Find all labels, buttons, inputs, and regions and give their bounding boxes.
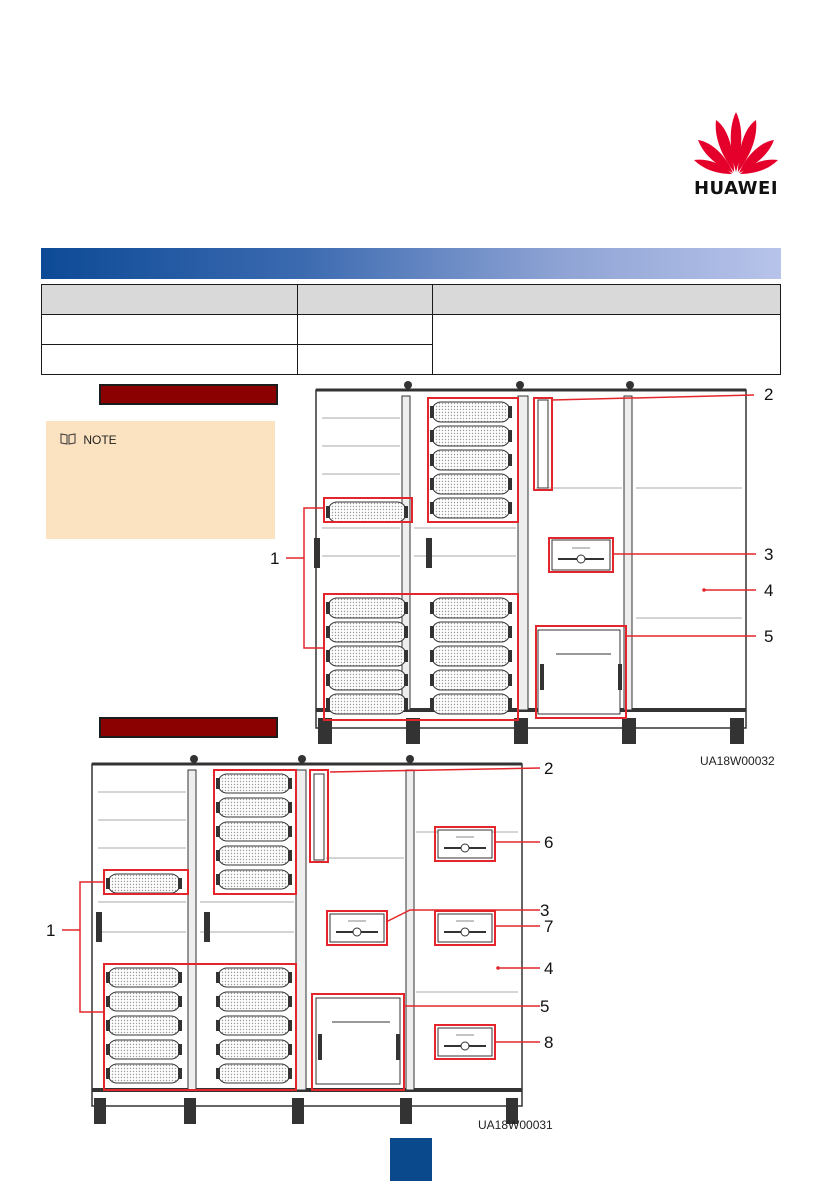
callout-3: 3 [764, 545, 774, 564]
callout-1: 1 [46, 921, 56, 940]
table-cell [298, 345, 433, 375]
callout-2: 2 [764, 385, 774, 404]
callout-8: 8 [544, 1033, 554, 1052]
spec-table [41, 284, 781, 375]
ups-cabinet-figure-2 [40, 752, 560, 1132]
figure-id-1: UA18W00032 [700, 754, 775, 768]
callout-5: 5 [764, 627, 774, 646]
table-header-row [42, 285, 781, 315]
huawei-logo [690, 108, 782, 203]
section-banner [41, 248, 781, 279]
note-box [46, 421, 275, 539]
table-header-cell [433, 285, 781, 315]
ups-cabinet-figure-1 [256, 378, 796, 748]
book-icon [60, 433, 76, 448]
configuration-label-bar-2 [99, 717, 278, 738]
note-header [60, 433, 117, 448]
callout-1: 1 [270, 549, 280, 568]
callout-4: 4 [764, 581, 774, 600]
huawei-petals-icon [690, 108, 782, 178]
table-cell [298, 315, 433, 345]
table-header-cell [298, 285, 433, 315]
table-row [42, 315, 781, 345]
callout-6: 6 [544, 833, 554, 852]
table-cell [42, 315, 298, 345]
callout-7: 7 [544, 917, 554, 936]
configuration-label-bar-1 [99, 384, 278, 405]
page-number-box [390, 1138, 432, 1181]
figure-id-2: UA18W00031 [478, 1118, 553, 1132]
callout-5: 5 [540, 997, 550, 1016]
logo-wordmark: HUAWEI [693, 178, 779, 199]
callout-3: 3 [540, 901, 550, 920]
table-header-cell [42, 285, 298, 315]
callout-4: 4 [544, 959, 554, 978]
callout-2: 2 [544, 759, 554, 778]
table-cell-merged [433, 315, 781, 375]
table-cell [42, 345, 298, 375]
note-label: NOTE [83, 433, 117, 447]
